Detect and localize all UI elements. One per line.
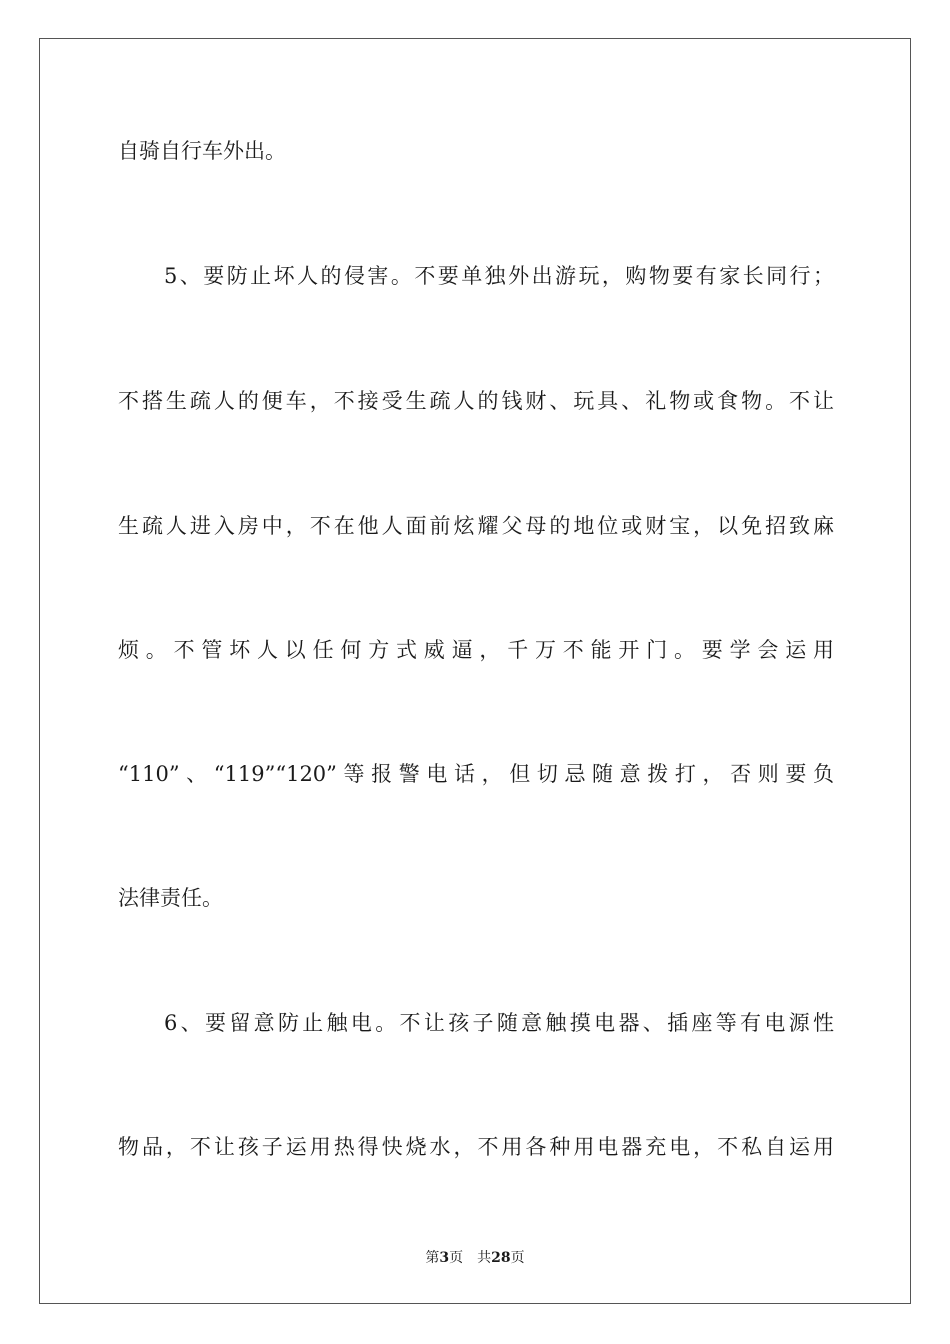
text-line-5: 烦。不管坏人以任何方式威逼，千万不能开门。要学会运用 <box>118 638 834 662</box>
footer-page-prefix: 第 <box>425 1250 440 1266</box>
text-line-3: 不搭生疏人的便车，不接受生疏人的钱财、玩具、礼物或食物。不让 <box>118 389 834 413</box>
page-border <box>39 38 911 1304</box>
footer-page-suffix: 页 <box>449 1250 464 1266</box>
footer-total-number: 28 <box>491 1250 511 1266</box>
text-line-7: 法律责任。 <box>118 886 223 910</box>
text-line-6: “110”、“119”“120”等报警电话，但切忌随意拨打，否则要负 <box>118 762 834 786</box>
text-line-8: 6、要留意防止触电。不让孩子随意触摸电器、插座等有电源性 <box>164 1011 834 1035</box>
footer-page-number: 3 <box>439 1250 450 1266</box>
page-footer <box>0 1248 950 1268</box>
text-line-9: 物品，不让孩子运用热得快烧水，不用各种用电器充电，不私自运用 <box>118 1135 834 1159</box>
footer-total-prefix: 共 <box>477 1250 492 1266</box>
text-line-2: 5、要防止坏人的侵害。不要单独外出游玩，购物要有家长同行； <box>164 264 834 288</box>
text-line-4: 生疏人进入房中，不在他人面前炫耀父母的地位或财宝，以免招致麻 <box>118 514 834 538</box>
text-line-1: 自骑自行车外出。 <box>118 139 286 163</box>
footer-total-suffix: 页 <box>510 1250 525 1266</box>
